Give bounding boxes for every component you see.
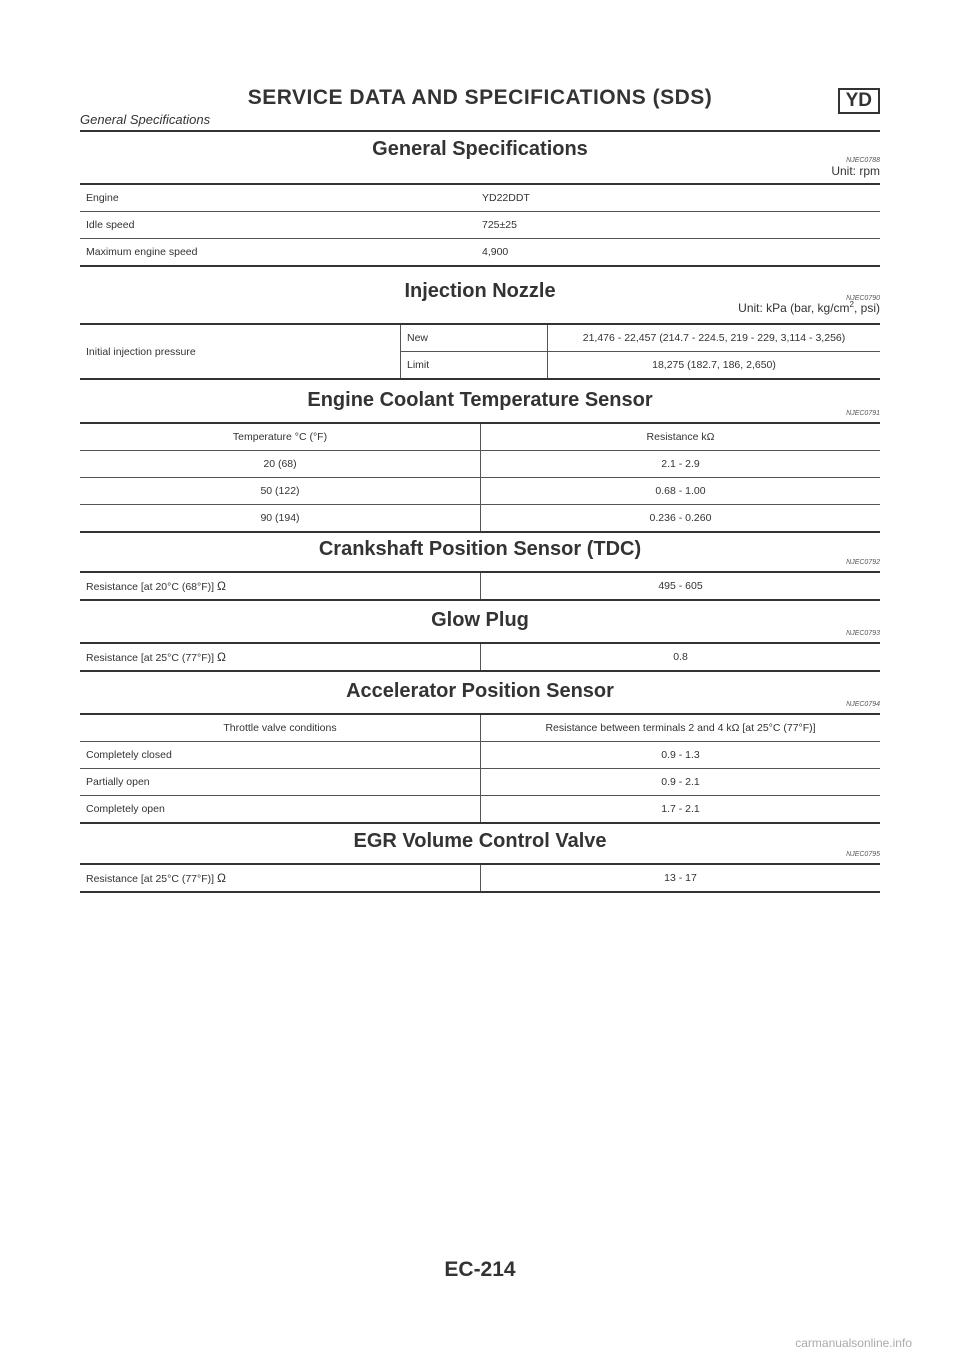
column-header: Resistance kΩ bbox=[481, 423, 881, 451]
table-row bbox=[80, 239, 880, 267]
header-rule bbox=[80, 130, 880, 132]
row-value: 4,900 bbox=[482, 246, 509, 258]
row-label: Initial injection pressure bbox=[80, 324, 401, 379]
row-value: 725±25 bbox=[476, 212, 880, 239]
column-header: Throttle valve conditions bbox=[80, 714, 481, 742]
section-title: Injection Nozzle bbox=[404, 280, 556, 302]
row-sublabel: Limit bbox=[401, 352, 548, 380]
section-title: Crankshaft Position Sensor (TDC) bbox=[318, 538, 642, 560]
section-code: NJEC0793 bbox=[846, 630, 880, 637]
section-title: General Specifications bbox=[372, 138, 588, 160]
crank-spec-table bbox=[80, 571, 880, 601]
table-row bbox=[80, 643, 880, 671]
row-label: Resistance [at 25°C (77°F)] Ω bbox=[86, 650, 226, 664]
page-title: SERVICE DATA AND SPECIFICATIONS (SDS) bbox=[247, 86, 713, 109]
row-temp: 50 (122) bbox=[80, 478, 481, 505]
table-row bbox=[80, 324, 880, 352]
section-code: NJEC0791 bbox=[846, 410, 880, 417]
section-code: NJEC0788 bbox=[846, 157, 880, 164]
row-condition: Completely closed bbox=[80, 742, 481, 769]
section-code: NJEC0794 bbox=[846, 701, 880, 708]
section-title: EGR Volume Control Valve bbox=[353, 830, 607, 852]
glow-spec-table bbox=[80, 642, 880, 672]
section-glow-plug bbox=[80, 608, 880, 672]
section-code: NJEC0792 bbox=[846, 559, 880, 566]
section-egr-valve bbox=[80, 829, 880, 893]
row-resistance: 1.7 - 2.1 bbox=[481, 796, 881, 824]
column-header: Temperature °C (°F) bbox=[80, 423, 481, 451]
nozzle-spec-table bbox=[80, 323, 880, 380]
coolant-spec-table bbox=[80, 422, 880, 533]
row-sublabel: New bbox=[401, 324, 548, 352]
section-general-specifications bbox=[80, 137, 880, 267]
table-row bbox=[80, 478, 880, 505]
table-row bbox=[80, 212, 880, 239]
page-number: EC-214 bbox=[444, 1258, 516, 1281]
row-resistance: 0.9 - 1.3 bbox=[481, 742, 881, 769]
section-accelerator-sensor bbox=[80, 679, 880, 824]
section-unit: Unit: rpm bbox=[831, 164, 880, 178]
row-resistance: 0.9 - 2.1 bbox=[481, 769, 881, 796]
row-resistance: 0.236 - 0.260 bbox=[481, 505, 881, 533]
row-label: Idle speed bbox=[80, 212, 476, 239]
section-injection-nozzle bbox=[80, 279, 880, 380]
engine-badge: YD bbox=[838, 88, 880, 114]
row-value: 13 - 17 bbox=[481, 864, 881, 892]
row-value: 21,476 - 22,457 (214.7 - 224.5, 219 - 229, 3,114 - 3,256) bbox=[548, 324, 881, 352]
row-label: Engine bbox=[80, 184, 476, 212]
row-label: Resistance [at 25°C (77°F)] Ω bbox=[86, 871, 226, 885]
accel-spec-table bbox=[80, 713, 880, 824]
section-coolant-sensor bbox=[80, 388, 880, 533]
table-row bbox=[80, 864, 880, 892]
section-code: NJEC0790 bbox=[846, 295, 880, 302]
row-value: 0.8 bbox=[481, 643, 881, 671]
table-row bbox=[80, 742, 880, 769]
table-row bbox=[80, 451, 880, 478]
section-crankshaft-sensor bbox=[80, 537, 880, 601]
section-title: Accelerator Position Sensor bbox=[346, 680, 614, 702]
page-header bbox=[80, 84, 880, 132]
row-condition: Completely open bbox=[86, 803, 165, 815]
watermark: carmanualsonline.info bbox=[795, 1336, 912, 1350]
section-title: Glow Plug bbox=[431, 609, 529, 631]
table-header-row bbox=[80, 714, 880, 742]
table-row bbox=[80, 505, 880, 533]
table-row bbox=[80, 184, 880, 212]
page-subtitle: General Specifications bbox=[80, 112, 211, 127]
table-row bbox=[80, 572, 880, 600]
section-code: NJEC0795 bbox=[846, 851, 880, 858]
row-value: 495 - 605 bbox=[481, 572, 881, 600]
section-unit: Unit: kPa (bar, $kg/cm^2$, psi) bbox=[738, 300, 880, 315]
row-value: 18,275 (182.7, 186, 2,650) bbox=[548, 352, 881, 380]
row-temp: 90 (194) bbox=[260, 512, 300, 524]
row-resistance: 2.1 - 2.9 bbox=[481, 451, 881, 478]
column-header: Resistance between terminals 2 and 4 kΩ [at 25°C (77°F)] bbox=[481, 714, 881, 742]
row-value: YD22DDT bbox=[476, 184, 880, 212]
row-temp: 20 (68) bbox=[80, 451, 481, 478]
table-header-row bbox=[80, 423, 880, 451]
table-row bbox=[80, 769, 880, 796]
row-label: Resistance [at 20°C (68°F)] Ω bbox=[86, 579, 226, 593]
row-label: Maximum engine speed bbox=[86, 246, 198, 258]
general-spec-table bbox=[80, 183, 880, 267]
row-resistance: 0.68 - 1.00 bbox=[481, 478, 881, 505]
row-condition: Partially open bbox=[80, 769, 481, 796]
table-row bbox=[80, 796, 880, 824]
section-title: Engine Coolant Temperature Sensor bbox=[307, 389, 653, 411]
egr-spec-table bbox=[80, 863, 880, 893]
